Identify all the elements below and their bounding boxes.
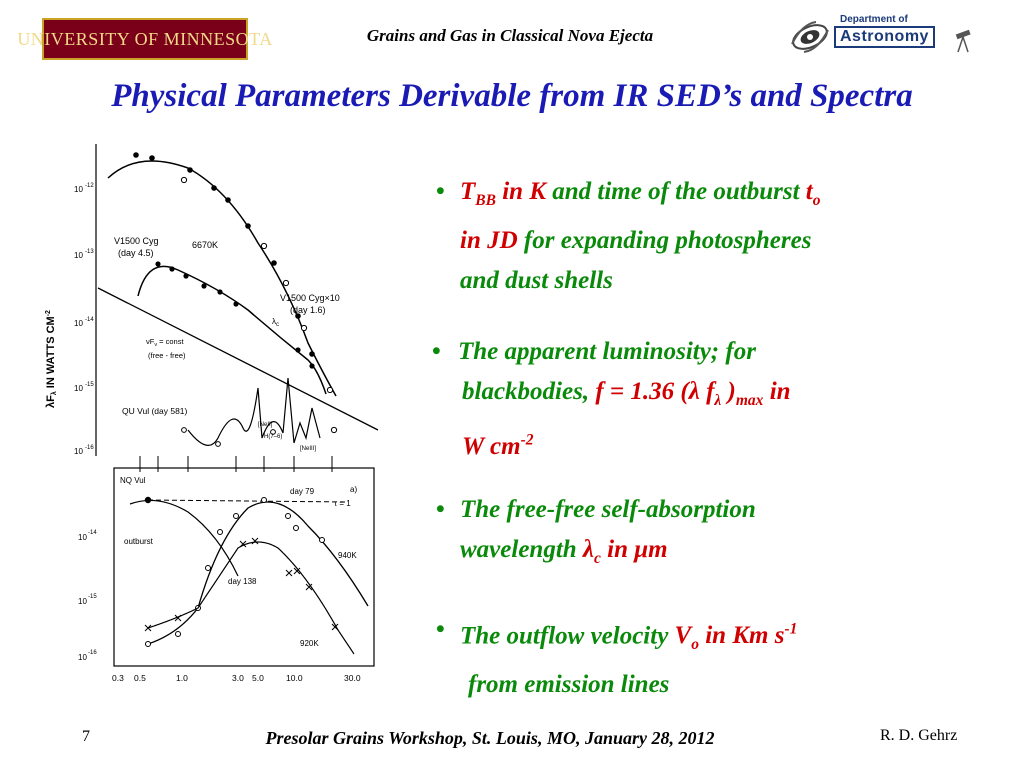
footer-workshop: Presolar Grains Workshop, St. Louis, MO, January 28, 2012 [265, 728, 715, 748]
bullet-dot: • [436, 496, 445, 523]
footer-author: R. D. Gehrz [880, 727, 958, 744]
label-ne-ii: [NeII] [258, 422, 273, 428]
label-v1500-x10: V1500 Cyg×10 [280, 293, 340, 303]
bullet-dot: • [432, 338, 441, 365]
y-tick-exp: -16 [85, 445, 94, 451]
label-920k: 920K [300, 639, 319, 648]
university-of-minnesota-logo [17, 18, 273, 60]
upper-panel [45, 144, 378, 456]
y-tick-label: 10 [78, 597, 87, 606]
y-tick-label: 10 [74, 319, 83, 328]
label-free-free: (free - free) [148, 351, 186, 360]
label-nq-vul: NQ Vul [120, 476, 146, 485]
text-in: in [460, 227, 488, 254]
text-luminosity: The apparent luminosity; for [458, 338, 756, 365]
bullet-outflow [430, 610, 797, 705]
label-qu-vul: QU Vul (day 581) [122, 406, 188, 416]
x-tick-label: 1.0 [176, 673, 188, 683]
text-units: W $cm^{-2}$ [462, 432, 534, 461]
label-6670k: 6670K [192, 240, 219, 250]
y-tick-exp: -14 [85, 317, 94, 323]
page-number: 7 [82, 728, 90, 745]
text-outburst-time: and time of the outburst [546, 178, 806, 205]
bullet-temperature [430, 172, 820, 301]
text-blackbodies: blackbodies, [462, 378, 596, 405]
y-tick-label: 10 [78, 533, 87, 542]
label-v1500-x10-b: (day 1.6) [290, 305, 326, 315]
telescope-icon [954, 28, 974, 54]
astronomy-name-label: Astronomy [834, 26, 935, 48]
label-lambda-c: $\lambda_c$ [272, 317, 279, 328]
y-tick-exp: -12 [85, 183, 94, 189]
y-tick-exp: -15 [88, 594, 97, 600]
galaxy-icon [786, 14, 834, 60]
text-in-k: in K [495, 178, 546, 205]
slide-title: Physical Parameters Derivable from IR SED’s and Spectra [111, 78, 913, 114]
label-ff-const: $\nu F_\nu$ = const [146, 337, 184, 348]
text-outflow: The outflow velocity [460, 622, 675, 650]
text-t-o: $t_o$ [805, 178, 821, 209]
header-title: Grains and Gas in Classical Nova Ejecta [366, 26, 654, 45]
y-tick-exp: -16 [88, 650, 97, 656]
y-tick-label: 10 [74, 384, 83, 393]
y-tick-label: 10 [74, 447, 83, 456]
label-v1500-day45: V1500 Cyg [114, 236, 159, 246]
astronomy-dept-label: Department of [840, 14, 908, 25]
text-formula: f = 1.36 (λ $f_\lambda$ )$_{max}$ in [595, 378, 791, 409]
text-velocity: $V_o$ in Km $s^{-1}$ [674, 621, 798, 654]
label-v1500-day45-b: (day 4.5) [118, 248, 154, 258]
x-tick-label: 5.0 [252, 673, 264, 683]
y-tick-exp: -13 [85, 249, 94, 255]
x-tick-label: 3.0 [232, 673, 244, 683]
y-tick-label: 10 [74, 251, 83, 260]
x-tick-label: 0.3 [112, 673, 124, 683]
text-dust-shells: and dust shells [460, 267, 613, 294]
text-emission-lines: from emission lines [468, 671, 670, 699]
label-day79: day 79 [290, 487, 315, 496]
y-tick-label: 10 [78, 653, 87, 662]
bullet-dot: • [436, 178, 445, 205]
text-lambda-c: $\lambda_c$ in μm [582, 536, 668, 567]
y-axis-label [45, 310, 58, 408]
bullet-luminosity [432, 332, 791, 467]
label-outburst: outburst [124, 537, 153, 546]
y-tick-label: 10 [74, 185, 83, 194]
text-expanding: for expanding photospheres [517, 227, 812, 254]
text-free-free: The free-free self-absorption [460, 496, 756, 523]
astronomy-department-logo [786, 14, 976, 60]
text-t: $T_{BB}$ [460, 178, 496, 209]
svg-text:λFλ IN WATTS CM-2: λFλ IN WATTS $CM^{-2}$ [45, 310, 58, 408]
label-tau: τ = 1 [334, 499, 351, 508]
x-tick-label: 10.0 [286, 673, 303, 683]
label-h76: H(7–6) [264, 434, 283, 440]
label-ne-iii: [NeIII] [300, 446, 317, 452]
label-day138: day 138 [228, 577, 257, 586]
y-tick-exp: -15 [85, 382, 94, 388]
y-tick-exp: -14 [88, 530, 97, 536]
text-wavelength: wavelength [460, 536, 583, 563]
bullet-dot: • [436, 616, 445, 643]
bullet-free-free [430, 490, 756, 579]
x-tick-label: 0.5 [134, 673, 146, 683]
sed-figure [45, 138, 388, 690]
umn-logo-text: UNIVERSITY OF MINNESOTA [17, 28, 273, 49]
text-jd: JD [487, 227, 518, 254]
x-tick-label: 30.0 [344, 673, 361, 683]
label-panel-a: a) [350, 485, 358, 494]
label-940k: 940K [338, 551, 357, 560]
lower-panel [78, 456, 374, 683]
